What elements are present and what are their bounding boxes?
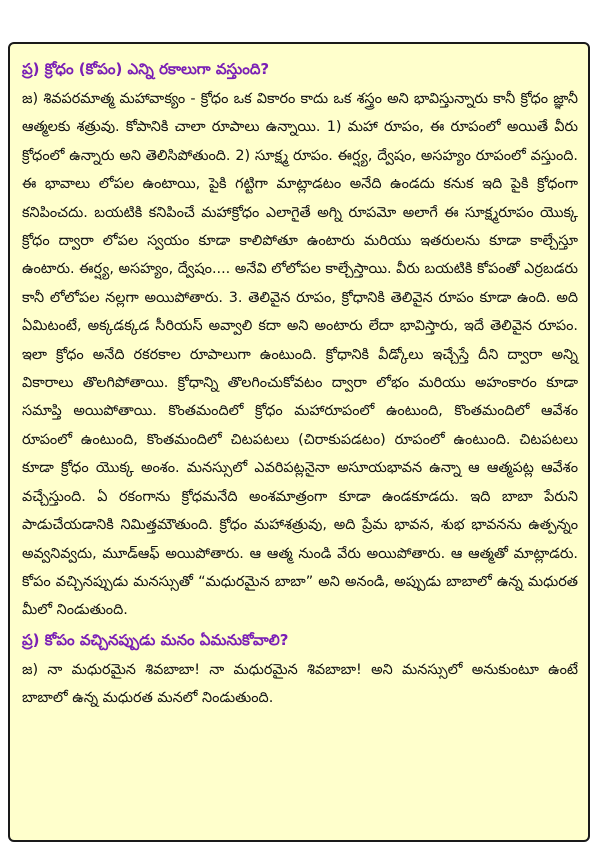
question-2: ప్ర) కోపం వచ్చినప్పుడు మనం ఏమనుకోవాలి? [22, 630, 289, 649]
answer-2: జ) నా మధురమైన శివబాబా! నా మధురమైన శివబాబా! అని మనస్సులో అనుకుంటూ ఉంటే బాబాలో ఉన్న మధురత మనలో నిండుతుంది. [22, 661, 578, 707]
document-page [8, 42, 590, 842]
question-1: ప్ర) క్రోధం (కోపం) ఎన్ని రకాలుగా వస్తుంది? [22, 60, 270, 78]
answer-1: జ) శివపరమాత్మ మహావాక్యం - క్రోధం ఒక వికారం కాదు ఒక శస్త్రం అని భావిస్తున్నారు కానీ క్రోధం జ్ఞానీ ఆత్మలకు శత్రువు. కోపానికి చాలా రూపాలు ఉన్నాయి. 1) మహా రూపం, ఈ రూపంలో అయితే వీరు క్రోధంలో ఉన్నారు అని తెలిసిపోతుంది. 2) సూక్ష్మ రూపం. ఈర్ష్య, ద్వేషం, అసహ్యం రూపంలో వస్తుంది. ఈ భావాలు లోపల ఉంటాయి, పైకి గట్టిగా మాట్లాడటం అనేది ఉండదు కనుక ఇది పైకి క్రోధంగా కనిపించదు. బయటికి కనిపించే మహాక్రోధం ఎలాగైతే అగ్ని రూపమో అలాగే ఈ సూక్ష్మరూపం యొక్క క్రోధం ద్వారా లోపల స్వయం కూడా కాలిపోతూ ఉంటారు మరియు ఇతరులను కూడా కాల్చేస్తూ ఉంటారు. ఈర్ష్య, అసహ్యం, ద్వేషం.... అనేవి లోలోపల కాల్చేస్తాయి. వీరు బయటికి కోపంతో ఎర్రబడరు కానీ లోలోపల నల్లగా అయిపోతారు. 3. తెలివైన రూపం, క్రోధానికి తెలివైన రూపం కూడా ఉంది. అది ఏమిటంటే, అక్కడక్కడ సీరియస్ అవ్వాలి కదా అని అంటారు లేదా భావిస్తారు, ఇదే తెలివైన రూపం. ఇలా క్రోధం అనేది రకరకాల రూపాలుగా ఉంటుంది. క్రోధానికి వీడ్కోలు ఇచ్చేస్తే దీని ద్వారా అన్ని వికారాలు తొలగిపోతాయి. క్రోధాన్ని తొలగించుకోవటం ద్వారా లోభం మరియు అహంకారం కూడా సమాప్తి అయిపోతాయి. కొంతమందిలో క్రోధం మహారూపంలో ఉంటుంది, కొంతమందిలో ఆవేశం రూపంలో ఉంటుంది, కొంతమందిలో చిటపటలు (చిరాకుపడటం) రూపంలో ఉంటుంది. చిటపటలు కూడా క్రోధం యొక్క అంశం. మనస్సులో ఎవరిపట్లనైనా అసూయభావన ఉన్నా ఆ ఆత్మపట్ల ఆవేశం వచ్చేస్తుంది. ఏ రకంగాను క్రోధమనేది అంశమాత్రంగా కూడా ఉండకూడదు. ఇది బాబా పేరుని పాడుచేయడానికి నిమిత్తమౌతుంది. క్రోధం మహాశత్రువు, అది ప్రేమ భావన, శుభ భావనను ఉత్పన్నం అవ్వనివ్వదు, మూడ్ఆఫ్ అయిపోతారు. ఆ ఆత్మ నుండి వేరు అయిపోతారు. ఆ ఆత్మతో మాట్లాడరు. కోపం వచ్చినప్పుడు మనస్సుతో “మధురమైన బాబా” అని అనండి, అప్పుడు బాబాలో ఉన్న మధురత మీలో నిండుతుంది. [22, 91, 578, 619]
